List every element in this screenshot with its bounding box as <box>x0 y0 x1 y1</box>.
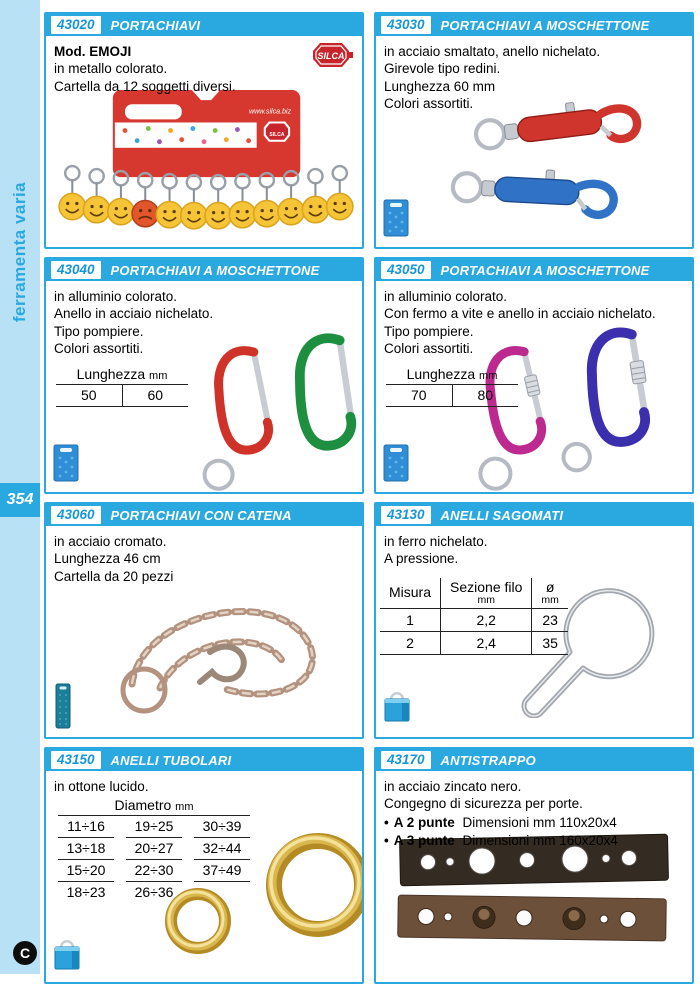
table-cell: 15÷20 <box>58 860 114 882</box>
description-line: • A 2 punte Dimensioni mm 110x20x4 <box>384 814 617 830</box>
table-cell: 18÷23 <box>66 884 106 901</box>
table-values <box>56 385 188 407</box>
table-cell: 22÷30 <box>126 860 182 882</box>
product-cell-43030 <box>374 12 694 249</box>
product-header <box>46 504 362 526</box>
table-cell: 2 <box>380 631 441 654</box>
description-line: Lunghezza 46 cm <box>54 551 161 567</box>
table-row <box>380 631 568 654</box>
product-title: PORTACHIAVI A MOSCHETTONE <box>110 262 320 278</box>
shopping-bag-icon <box>382 688 412 724</box>
description-line: in acciaio cromato. <box>54 534 167 549</box>
product-header <box>46 749 362 771</box>
tall-blister-card-icon <box>55 683 71 729</box>
product-description <box>54 533 354 585</box>
bullet-marker: • <box>384 814 389 830</box>
description-line: Cartella da 20 pezzi <box>54 568 174 584</box>
product-cell-43150 <box>44 747 364 984</box>
description-line: Tipo pompiere. <box>384 323 474 339</box>
description-line: Colori assortiti. <box>384 341 474 357</box>
table-cell: 23 <box>532 608 568 631</box>
description-line: Girevole tipo redini. <box>384 61 501 77</box>
page-number-badge: 354 <box>0 483 40 517</box>
svg-text:www.silca.biz: www.silca.biz <box>249 107 292 116</box>
product-cell-43020 <box>44 12 364 249</box>
table-cell: 20÷27 <box>126 838 182 860</box>
table-cell: 70 <box>410 386 427 403</box>
description-line: Anello in acciaio nichelato. <box>54 306 214 322</box>
description-line: in acciaio smaltato, anello nichelato. <box>384 44 601 59</box>
product-code: 43170 <box>381 751 431 770</box>
table-header: Lunghezza mm <box>386 366 518 385</box>
description-line: Tipo pompiere. <box>54 323 144 339</box>
product-description <box>54 288 354 358</box>
description-line: in acciaio zincato nero. <box>384 779 522 794</box>
description-line: in alluminio colorato. <box>384 289 508 304</box>
product-code: 43150 <box>51 751 101 770</box>
product-code: 43040 <box>51 261 101 280</box>
blister-card-icon <box>383 199 409 237</box>
table-cell: 60 <box>122 385 189 406</box>
description-line: • A 3 punte Dimensioni mm 160x20x4 <box>384 833 618 849</box>
table-cell: 30÷39 <box>194 816 250 838</box>
svg-text:SILCA: SILCA <box>317 51 345 61</box>
description-line: Mod. EMOJI <box>54 44 132 59</box>
description-line: Colori assortiti. <box>54 341 144 357</box>
product-title: PORTACHIAVI A MOSCHETTONE <box>440 262 650 278</box>
description-line: Con fermo a vite e anello in acciaio nichelato. <box>384 306 656 322</box>
product-grid <box>44 12 694 984</box>
table-cell: 26÷36 <box>134 884 174 901</box>
product-header <box>46 259 362 281</box>
col-header: Sezione filo mm <box>441 578 532 609</box>
product-title: ANTISTRAPPO <box>440 752 536 768</box>
table-cell: 35 <box>532 631 568 654</box>
description-line: A pressione. <box>384 551 459 567</box>
product-title: ANELLI SAGOMATI <box>440 507 564 523</box>
product-title: PORTACHIAVI <box>110 17 201 33</box>
blister-card-icon <box>53 444 79 482</box>
description-line: in alluminio colorato. <box>54 289 178 304</box>
table-cell: 80 <box>452 385 519 406</box>
table-values <box>386 385 518 407</box>
product-photo-snap-hooks <box>442 92 686 232</box>
product-code: 43060 <box>51 506 101 525</box>
table-row <box>58 860 250 882</box>
col-header: ø mm <box>532 578 568 609</box>
description-line: Lunghezza 60 mm <box>384 78 496 94</box>
product-title: PORTACHIAVI CON CATENA <box>110 507 292 523</box>
product-photo-chain <box>72 566 357 718</box>
description-line: in metallo colorato. <box>54 61 168 77</box>
table-header: Diametro mm <box>58 797 250 816</box>
product-cell-43170 <box>374 747 694 984</box>
bullet-marker: • <box>384 833 389 849</box>
table-cell: 19÷25 <box>126 816 182 838</box>
table-row <box>58 816 250 838</box>
c-circle-logo: C <box>13 941 37 965</box>
spec-table <box>380 578 568 655</box>
table-cell: 32÷44 <box>194 838 250 860</box>
table-cell: 2,2 <box>441 608 532 631</box>
product-title: ANELLI TUBOLARI <box>110 752 232 768</box>
blister-card-icon <box>383 444 409 482</box>
product-header <box>46 14 362 36</box>
product-code: 43130 <box>381 506 431 525</box>
product-code: 43050 <box>381 261 431 280</box>
table-header: Lunghezza mm <box>56 366 188 385</box>
length-table <box>386 366 518 407</box>
col-header: Misura <box>380 578 441 609</box>
product-description <box>384 533 684 568</box>
category-label: ferramenta varia <box>10 181 29 323</box>
table-row <box>380 608 568 631</box>
product-cell-43060 <box>44 502 364 739</box>
product-cell-43040 <box>44 257 364 494</box>
table-cell: 2,4 <box>441 631 532 654</box>
svg-text:SILCA: SILCA <box>269 132 285 139</box>
product-description <box>384 778 684 850</box>
product-code: 43030 <box>381 16 431 35</box>
description-line: in ferro nichelato. <box>384 534 488 549</box>
table-cell <box>194 882 250 903</box>
product-cell-43050 <box>374 257 694 494</box>
silca-logo <box>308 40 354 70</box>
table-cell: 11÷16 <box>58 816 114 838</box>
description-line: Cartella da 12 soggetti diversi. <box>54 78 236 94</box>
product-code: 43020 <box>51 16 101 35</box>
table-cell: 37÷49 <box>194 860 250 882</box>
product-description <box>54 778 354 795</box>
table-cell: 50 <box>80 386 97 403</box>
table-cell: 1 <box>380 608 441 631</box>
product-header <box>376 259 692 281</box>
shopping-bag-icon <box>52 936 82 972</box>
product-header <box>376 504 692 526</box>
product-title: PORTACHIAVI A MOSCHETTONE <box>440 17 650 33</box>
table-row <box>58 882 250 903</box>
description-line: Congegno di sicurezza per porte. <box>384 796 583 812</box>
table-row <box>58 838 250 860</box>
product-header <box>376 749 692 771</box>
product-cell-43130 <box>374 502 694 739</box>
product-photo-emoji-keychains <box>52 86 356 241</box>
product-description <box>384 288 684 358</box>
description-line: in ottone lucido. <box>54 779 149 794</box>
product-header <box>376 14 692 36</box>
length-table <box>56 366 188 407</box>
table-cell: 13÷18 <box>58 838 114 860</box>
description-line: Colori assortiti. <box>384 96 474 112</box>
product-description <box>384 43 684 113</box>
diameter-table <box>46 797 262 903</box>
